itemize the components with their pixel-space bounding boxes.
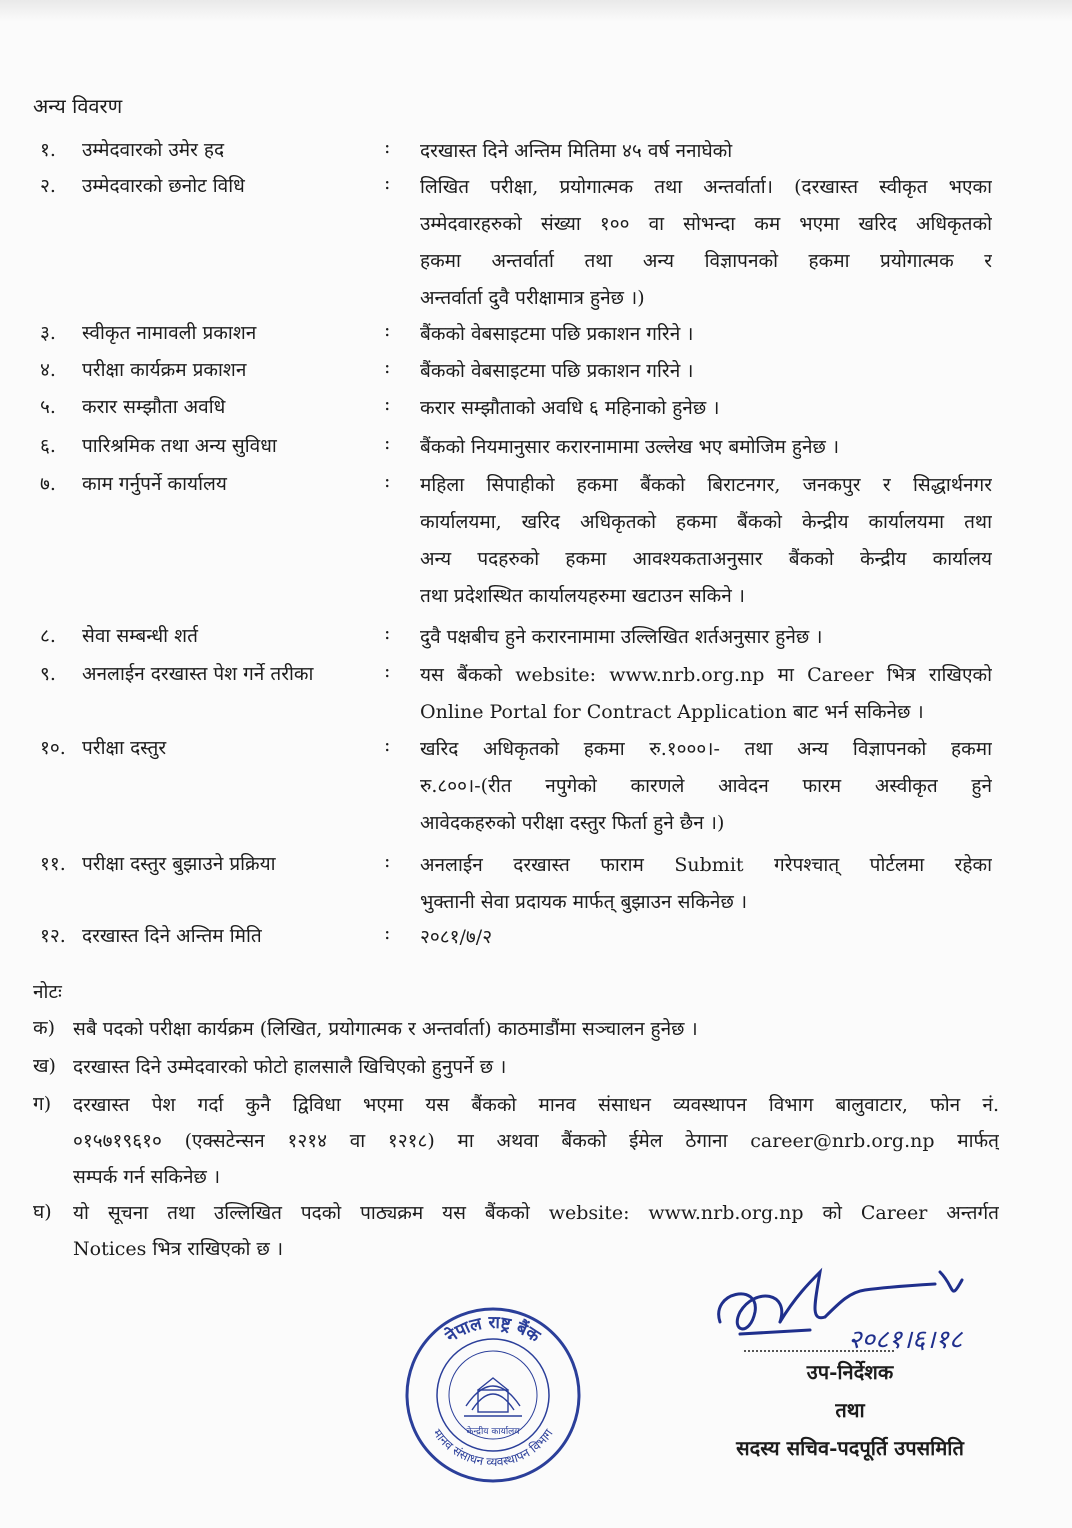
detail-number: १०. <box>40 737 66 759</box>
detail-value-line: महिला सिपाहीको हकमा बैंकको बिराटनगर, जनकपुर र सिद्धार्थनगर <box>420 474 992 496</box>
note-text-line: सबै पदको परीक्षा कार्यक्रम (लिखित, प्रयोगात्मक र अन्तर्वार्ता) काठमाडौंमा सञ्चालन हुनेछ । <box>73 1018 698 1040</box>
detail-colon: : <box>384 172 391 194</box>
note-text-line: Notices भित्र राखिएको छ । <box>73 1238 284 1260</box>
detail-number: ९. <box>40 663 56 685</box>
detail-number: २. <box>40 175 56 197</box>
detail-value-line: तथा प्रदेशस्थित कार्यालयहरुमा खटाउन सकिने । <box>420 585 746 607</box>
detail-number: ८. <box>40 625 56 647</box>
detail-colon: : <box>384 660 391 682</box>
detail-colon: : <box>384 319 391 341</box>
detail-value-line: उम्मेदवारहरुको संख्या १०० वा सोभन्दा कम भएमा खरिद अधिकृतको <box>420 213 992 235</box>
note-text <box>73 1052 999 1088</box>
detail-colon: : <box>384 432 391 454</box>
note-marker: ख) <box>33 1055 56 1077</box>
detail-colon: : <box>384 470 391 492</box>
detail-value-line: अन्तर्वार्ता दुवै परीक्षामात्र हुनेछ ।) <box>420 287 645 309</box>
detail-colon: : <box>384 922 391 944</box>
detail-colon: : <box>384 850 391 872</box>
signature-date: २०८१।६।१८ <box>848 1325 963 1355</box>
detail-colon: : <box>384 356 391 378</box>
detail-label: करार सम्झौता अवधि <box>82 396 226 418</box>
detail-value-line: भुक्तानी सेवा प्रदायक मार्फत् बुझाउन सकिनेछ । <box>420 891 748 913</box>
detail-value <box>420 922 992 959</box>
note-text <box>73 1198 999 1270</box>
note-text-line: ०१५७१९६१० (एक्सटेन्सन १२१४ वा १२१८) मा अथवा बैंकको ईमेल ठेगाना career@nrb.org.np मार्फत् <box>73 1130 999 1152</box>
note-text-line: दरखास्त पेश गर्दा कुनै द्विविधा भएमा यस बैंकको मानव संसाधन व्यवस्थापन विभाग बालुवाटार, फोन नं. <box>73 1094 999 1116</box>
detail-value <box>420 319 992 356</box>
detail-colon: : <box>384 622 391 644</box>
detail-value <box>420 660 992 734</box>
note-marker: ग) <box>33 1093 52 1115</box>
detail-colon: : <box>384 136 391 158</box>
detail-colon: : <box>384 734 391 756</box>
signature-line <box>744 1350 894 1352</box>
detail-value <box>420 172 992 320</box>
detail-label: परीक्षा दस्तुर बुझाउने प्रक्रिया <box>82 853 276 875</box>
detail-value-line: करार सम्झौताको अवधि ६ महिनाको हुनेछ । <box>420 397 720 419</box>
detail-label: उम्मेदवारको छनोट विधि <box>82 175 245 197</box>
detail-label: परीक्षा कार्यक्रम प्रकाशन <box>82 359 247 381</box>
detail-number: ३. <box>40 322 56 344</box>
detail-value-line: रु.८००।-(रीत नपुगेको कारणले आवेदन फारम अस्वीकृत हुने <box>420 775 992 797</box>
signatory-conjunction: तथा <box>835 1398 865 1422</box>
detail-label: दरखास्त दिने अन्तिम मिति <box>82 925 262 947</box>
seal-emblem-icon <box>464 1378 522 1416</box>
detail-label: सेवा सम्बन्धी शर्त <box>82 625 198 647</box>
seal-outer-top-text: नेपाल राष्ट्र बैंक <box>442 1312 544 1347</box>
signatory-title: उप-निर्देशक <box>806 1360 894 1384</box>
detail-label: स्वीकृत नामावली प्रकाशन <box>82 322 257 344</box>
signatory-committee: सदस्य सचिव-पदपूर्ति उपसमिति <box>736 1436 964 1460</box>
detail-value <box>420 356 992 393</box>
detail-number: ७. <box>40 473 56 495</box>
detail-value-line: बैंकको नियमानुसार करारनामामा उल्लेख भए बमोजिम हुनेछ । <box>420 436 840 458</box>
detail-value-line: लिखित परीक्षा, प्रयोगात्मक तथा अन्तर्वार्ता। (दरखास्त स्वीकृत भएका <box>420 176 992 198</box>
detail-value-line: बैंकको वेबसाइटमा पछि प्रकाशन गरिने । <box>420 360 694 382</box>
detail-value-line: बैंकको वेबसाइटमा पछि प्रकाशन गरिने । <box>420 323 694 345</box>
detail-number: १२. <box>40 925 66 947</box>
note-text <box>73 1090 999 1198</box>
notes-title: नोटः <box>33 981 62 1003</box>
note-marker: घ) <box>33 1201 52 1223</box>
detail-value-line: कार्यालयमा, खरिद अधिकृतको हकमा बैंकको केन्द्रीय कार्यालयमा तथा <box>420 511 992 533</box>
detail-value-line: यस बैंकको website: www.nrb.org.np मा Career भित्र राखिएको <box>420 664 992 686</box>
detail-value <box>420 850 992 924</box>
detail-label: अनलाईन दरखास्त पेश गर्ने तरीका <box>82 663 314 685</box>
detail-label: पारिश्रमिक तथा अन्य सुविधा <box>82 435 277 457</box>
detail-value-line: अनलाईन दरखास्त फाराम Submit गरेपश्चात् पोर्टलमा रहेका <box>420 854 992 876</box>
section-heading: अन्य विवरण <box>33 94 123 118</box>
detail-value <box>420 136 992 173</box>
detail-value-line: आवेदकहरुको परीक्षा दस्तुर फिर्ता हुने छैन ।) <box>420 812 725 834</box>
detail-value <box>420 622 992 659</box>
detail-value-line: अन्य पदहरुको हकमा आवश्यकताअनुसार बैंकको केन्द्रीय कार्यालय <box>420 548 992 570</box>
detail-number: ११. <box>40 853 66 875</box>
detail-value-line: Online Portal for Contract Application बाट भर्न सकिनेछ । <box>420 701 924 723</box>
note-text-line: दरखास्त दिने उम्मेदवारको फोटो हालसालै खिचिएको हुनुपर्ने छ । <box>73 1056 507 1078</box>
detail-colon: : <box>384 393 391 415</box>
detail-label: परीक्षा दस्तुर <box>82 737 167 759</box>
detail-number: ४. <box>40 359 56 381</box>
note-text-line: यो सूचना तथा उल्लिखित पदको पाठ्यक्रम यस बैंकको website: www.nrb.org.np को Career अन्तर्गत <box>73 1202 999 1224</box>
detail-label: उम्मेदवारको उमेर हद <box>82 139 225 161</box>
detail-value-line: दरखास्त दिने अन्तिम मितिमा ४५ वर्ष ननाघेको <box>420 140 733 162</box>
detail-value <box>420 470 992 618</box>
detail-label: काम गर्नुपर्ने कार्यालय <box>82 473 227 495</box>
note-marker: क) <box>33 1017 56 1039</box>
detail-value-line: २०८१/७/२ <box>420 926 493 948</box>
note-text <box>73 1014 999 1050</box>
detail-number: १. <box>40 139 56 161</box>
detail-value <box>420 734 992 845</box>
detail-value <box>420 432 992 469</box>
seal-inner-text: केन्द्रीय कार्यालय <box>466 1427 520 1437</box>
handwritten-signature <box>700 1262 1040 1362</box>
detail-value <box>420 393 992 430</box>
bank-seal <box>404 1306 582 1484</box>
detail-number: ५. <box>40 396 56 418</box>
detail-value-line: दुवै पक्षबीच हुने करारनामामा उल्लिखित शर्तअनुसार हुनेछ । <box>420 626 823 648</box>
detail-number: ६. <box>40 435 56 457</box>
detail-value-line: खरिद अधिकृतको हकमा रु.१०००।- तथा अन्य विज्ञापनको हकमा <box>420 738 992 760</box>
note-text-line: सम्पर्क गर्न सकिनेछ । <box>73 1166 221 1188</box>
seal-outer-bottom-text: मानव संसाधन व्यवस्थापन विभाग <box>430 1426 556 1470</box>
detail-value-line: हकमा अन्तर्वार्ता तथा अन्य विज्ञापनको हकमा प्रयोगात्मक र <box>420 250 992 272</box>
